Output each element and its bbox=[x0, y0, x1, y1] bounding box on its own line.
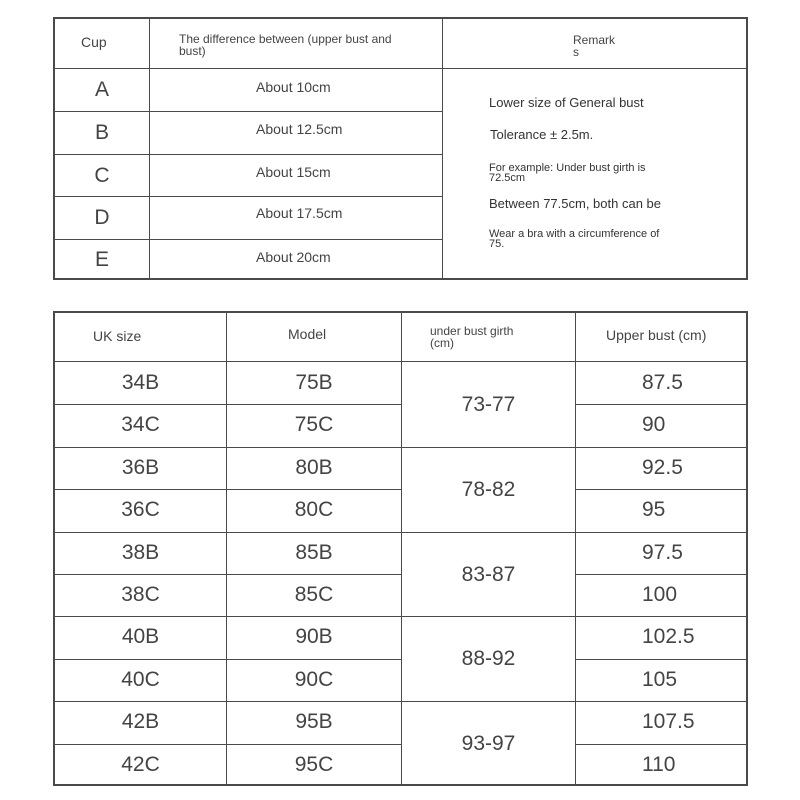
cup-letter: E bbox=[94, 248, 109, 271]
remark-example-line1: For example: Under bust girth is bbox=[489, 162, 646, 174]
upper-bust-cell: 107.5 bbox=[642, 710, 695, 733]
uk-size-cell: 42C bbox=[121, 753, 160, 776]
column-divider bbox=[149, 19, 150, 280]
upper-bust-cell: 90 bbox=[642, 413, 666, 436]
uk-size-table bbox=[53, 311, 748, 786]
uk-size-cell: 38B bbox=[121, 541, 160, 564]
header-under-bust bbox=[430, 325, 513, 349]
header-model: Model bbox=[288, 326, 327, 342]
model-cell: 80B bbox=[295, 456, 333, 479]
upper-bust-cell: 105 bbox=[642, 668, 678, 691]
model-cell: 85C bbox=[294, 583, 334, 606]
model-cell: 90C bbox=[294, 668, 334, 691]
header-difference-line2: bust) bbox=[179, 44, 206, 58]
remark-wear-line1: Wear a bra with a circumference of bbox=[489, 228, 660, 240]
cup-difference: About 17.5cm bbox=[256, 205, 343, 221]
header-difference-line1: The difference between (upper bust and bbox=[179, 32, 392, 46]
remark-example bbox=[489, 163, 646, 183]
cup-letter: D bbox=[94, 206, 110, 229]
model-cell: 95B bbox=[295, 710, 333, 733]
remark-line: Tolerance ± 2.5m. bbox=[490, 127, 594, 142]
uk-size-cell: 40B bbox=[121, 625, 160, 648]
model-cell: 75C bbox=[294, 413, 334, 436]
header-difference bbox=[179, 33, 419, 57]
uk-size-cell: 36B bbox=[121, 456, 160, 479]
cup-difference-table bbox=[53, 17, 748, 280]
header-divider bbox=[55, 68, 748, 69]
uk-size-cell: 34C bbox=[121, 413, 160, 436]
column-divider bbox=[575, 313, 576, 786]
upper-bust-cell: 100 bbox=[642, 583, 678, 606]
upper-bust-cell: 97.5 bbox=[642, 541, 683, 564]
upper-bust-cell: 110 bbox=[642, 753, 676, 776]
uk-size-cell: 34B bbox=[121, 371, 160, 394]
column-divider bbox=[442, 19, 443, 280]
model-cell: 95C bbox=[294, 753, 334, 776]
remark-line: Between 77.5cm, both can be bbox=[489, 196, 662, 211]
under-bust-range-cell: 78-82 bbox=[461, 477, 516, 501]
under-bust-range-cell: 88-92 bbox=[461, 646, 516, 670]
header-under-bust-line1: under bust girth bbox=[430, 324, 514, 338]
remark-example-line2: 72.5cm bbox=[489, 172, 526, 184]
under-bust-range-cell: 73-77 bbox=[461, 392, 516, 416]
upper-bust-cell: 102.5 bbox=[642, 625, 695, 648]
cup-difference: About 15cm bbox=[256, 164, 331, 180]
cup-difference: About 10cm bbox=[256, 79, 331, 95]
header-remarks-line2: s bbox=[573, 45, 579, 59]
cup-letter: C bbox=[94, 164, 110, 187]
upper-bust-cell: 87.5 bbox=[642, 371, 683, 394]
upper-bust-cell: 95 bbox=[642, 498, 666, 521]
cup-difference: About 20cm bbox=[256, 249, 331, 265]
remark-wear bbox=[489, 229, 659, 249]
model-cell: 75B bbox=[295, 371, 333, 394]
header-upper-bust: Upper bust (cm) bbox=[606, 327, 707, 343]
remark-line: Lower size of General bust bbox=[489, 95, 644, 110]
uk-size-cell: 38C bbox=[121, 583, 160, 606]
header-cup: Cup bbox=[81, 34, 107, 50]
uk-size-cell: 36C bbox=[121, 498, 160, 521]
under-bust-range-cell: 93-97 bbox=[461, 731, 516, 755]
model-cell: 90B bbox=[295, 625, 333, 648]
under-bust-range-cell: 83-87 bbox=[461, 562, 516, 586]
header-uk-size: UK size bbox=[93, 328, 142, 344]
cup-difference: About 12.5cm bbox=[256, 121, 343, 137]
header-remarks bbox=[573, 34, 615, 58]
header-under-bust-line2: (cm) bbox=[430, 336, 454, 350]
cup-letter: B bbox=[94, 121, 109, 144]
remark-wear-line2: 75. bbox=[489, 238, 505, 250]
uk-size-cell: 42B bbox=[121, 710, 160, 733]
cup-letter: A bbox=[94, 78, 109, 101]
model-cell: 80C bbox=[294, 498, 334, 521]
uk-size-cell: 40C bbox=[121, 668, 160, 691]
header-remarks-line1: Remark bbox=[573, 33, 616, 47]
upper-bust-cell: 92.5 bbox=[642, 456, 683, 479]
model-cell: 85B bbox=[295, 541, 333, 564]
